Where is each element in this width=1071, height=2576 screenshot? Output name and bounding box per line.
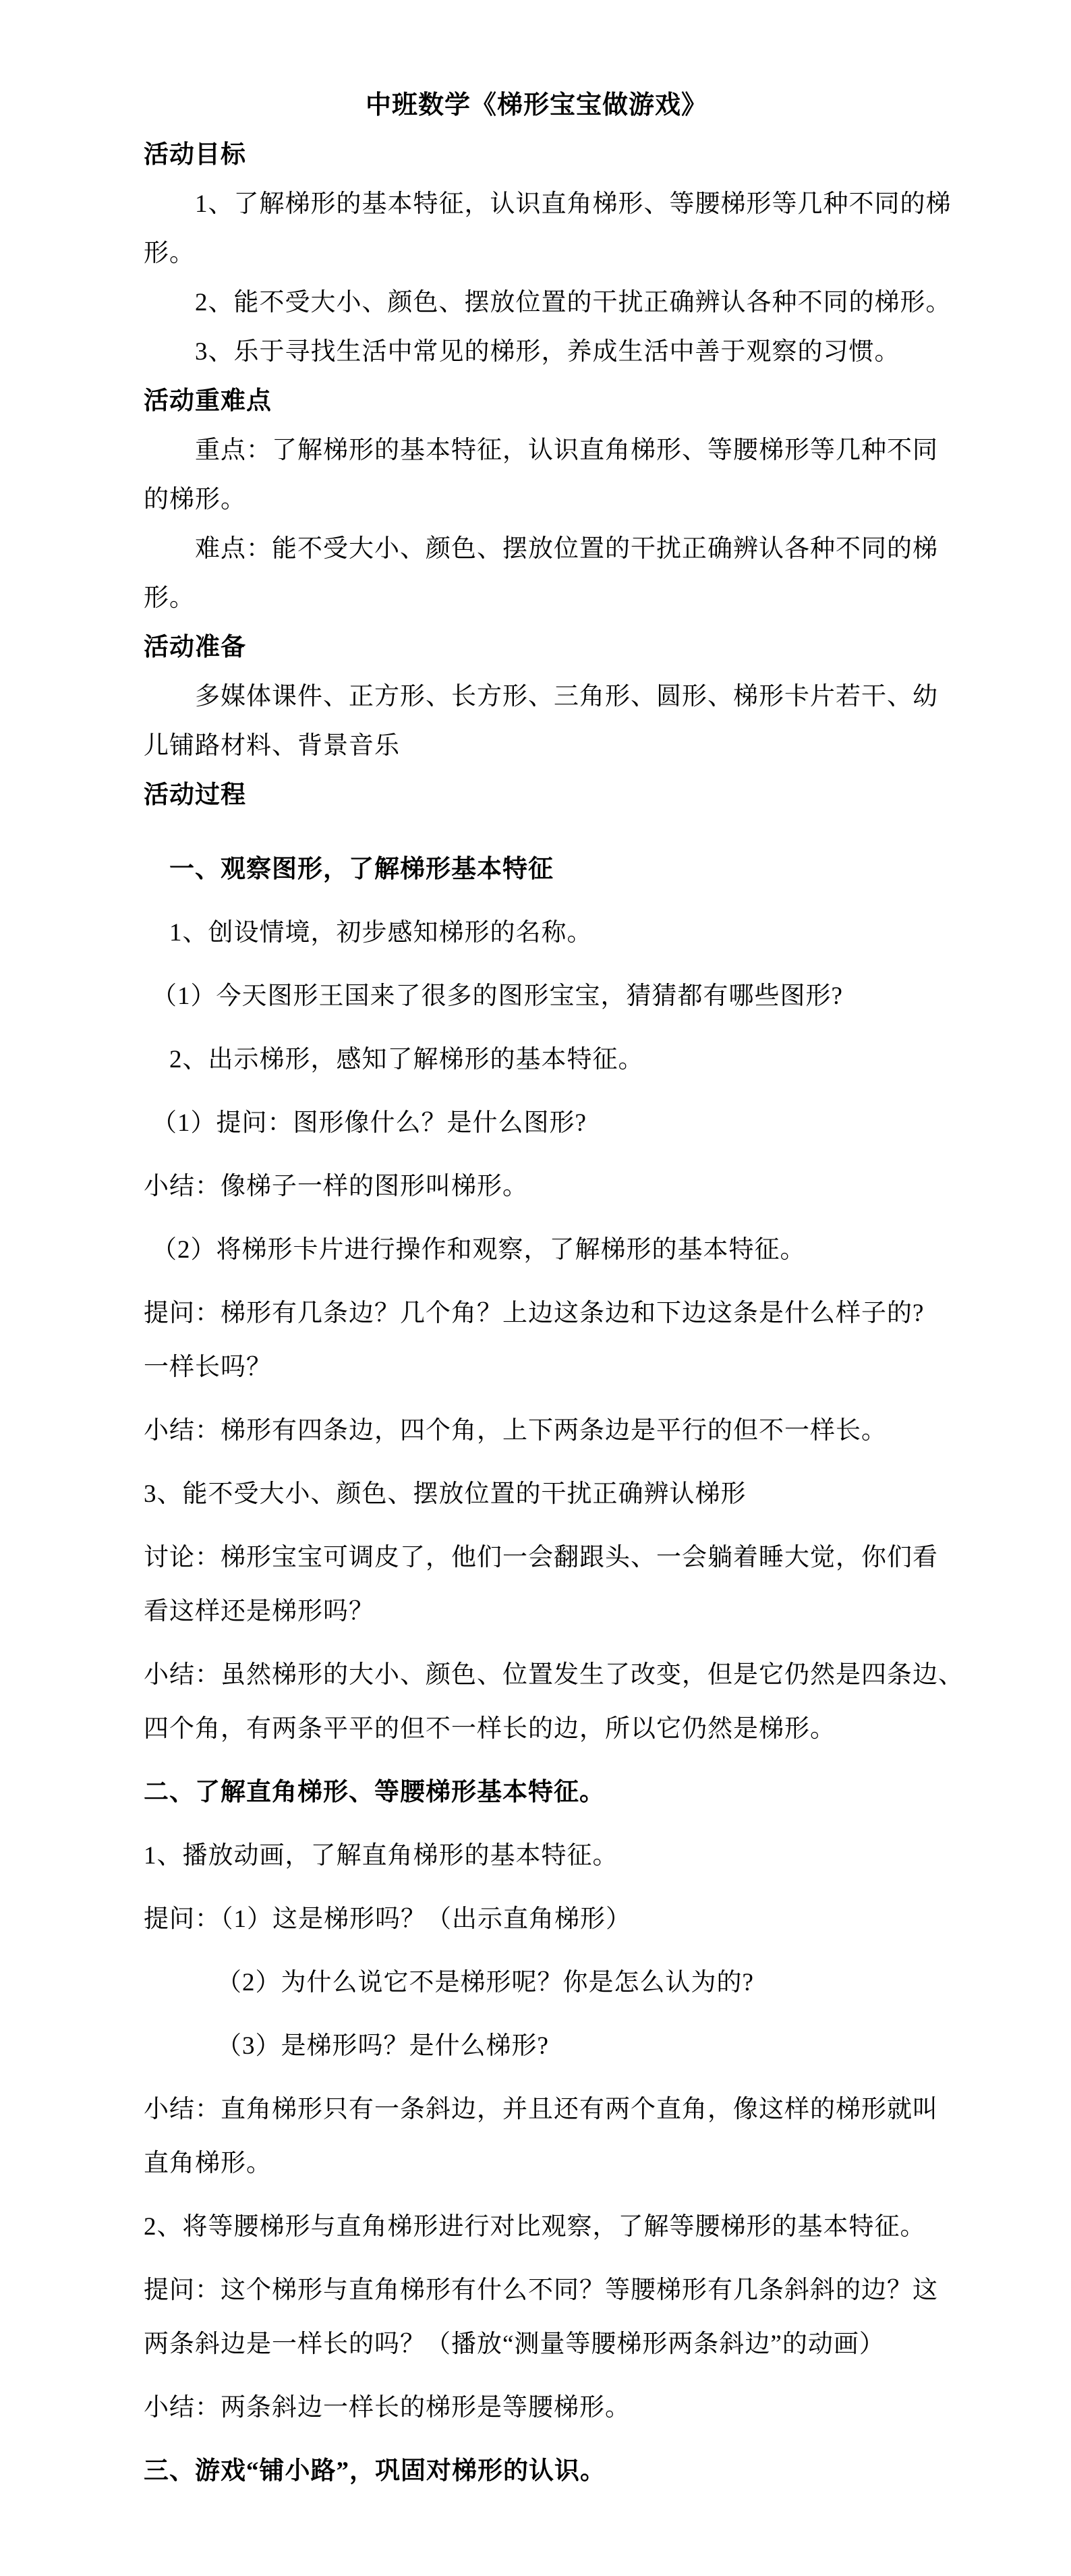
paragraph: 3、能不受大小、颜色、摆放位置的干扰正确辨认梯形	[144, 1480, 747, 1508]
section-heading: 活动过程	[144, 781, 246, 809]
paragraph: 小结：梯形有四条边，四个角，上下两条边是平行的但不一样长。	[144, 1417, 887, 1445]
paragraph: 多媒体课件、正方形、长方形、三角形、圆形、梯形卡片若干、幼 儿铺路材料、背景音乐	[144, 683, 938, 760]
section-heading: 活动重难点	[144, 387, 272, 415]
paragraph: 小结：两条斜边一样长的梯形是等腰梯形。	[144, 2394, 631, 2421]
paragraph: 提问：（1）这是梯形吗？（出示直角梯形）	[144, 1905, 631, 1933]
document-body	[144, 130, 964, 2498]
paragraph: （1）提问：图形像什么？是什么图形?	[152, 1109, 587, 1137]
paragraph: （1）今天图形王国来了很多的图形宝宝，猜猜都有哪些图形?	[152, 982, 843, 1010]
paragraph: 小结：虽然梯形的大小、颜色、位置发生了改变，但是它仍然是四条边、 四个角，有两条平平的但不一样长的边，所以它仍然是梯形。	[144, 1661, 964, 1743]
paragraph: 讨论：梯形宝宝可调皮了，他们一会翻跟头、一会躺着睡大觉，你们看 看这样还是梯形吗？	[144, 1544, 938, 1625]
document-title: 中班数学《梯形宝宝做游戏》	[365, 91, 707, 119]
section-heading: 二、了解直角梯形、等腰梯形基本特征。	[144, 1779, 605, 1806]
paragraph: 小结：直角梯形只有一条斜边，并且还有两个直角，像这样的梯形就叫 直角梯形。	[144, 2096, 938, 2177]
section-heading: 三、游戏“铺小路”，巩固对梯形的认识。	[144, 2457, 606, 2485]
section-heading: 活动准备	[144, 634, 246, 661]
section-heading: 一、观察图形，了解梯形基本特征	[169, 856, 554, 883]
paragraph: 2、能不受大小、颜色、摆放位置的干扰正确辨认各种不同的梯形。	[195, 289, 952, 316]
paragraph: （2）为什么说它不是梯形呢？你是怎么认为的?	[216, 1969, 754, 1996]
paragraph: 2、将等腰梯形与直角梯形进行对比观察，了解等腰梯形的基本特征。	[144, 2213, 926, 2241]
paragraph: 2、出示梯形，感知了解梯形的基本特征。	[169, 1046, 644, 1073]
paragraph: （2）将梯形卡片进行操作和观察，了解梯形的基本特征。	[152, 1236, 806, 1264]
paragraph: （3）是梯形吗？是什么梯形?	[216, 2032, 549, 2060]
paragraph: 3、乐于寻找生活中常见的梯形，养成生活中善于观察的习惯。	[195, 338, 900, 366]
paragraph: 提问：梯形有几条边？几个角？上边这条边和下边这条是什么样子的? 一样长吗？	[144, 1299, 925, 1381]
paragraph: 重点：了解梯形的基本特征，认识直角梯形、等腰梯形等几种不同 的梯形。	[144, 437, 938, 513]
section-heading: 活动目标	[144, 141, 246, 169]
paragraph: 提问：这个梯形与直角梯形有什么不同？等腰梯形有几条斜斜的边？这 两条斜边是一样长的吗？（播放“测量等腰梯形两条斜边”的动画）	[144, 2276, 938, 2358]
paragraph: 小结：像梯子一样的图形叫梯形。	[144, 1173, 528, 1200]
paragraph: 1、了解梯形的基本特征，认识直角梯形、等腰梯形等几种不同的梯 形。	[144, 190, 952, 267]
paragraph: 难点：能不受大小、颜色、摆放位置的干扰正确辨认各种不同的梯 形。	[144, 535, 938, 612]
paragraph: 1、创设情境，初步感知梯形的名称。	[169, 919, 593, 947]
paragraph: 1、播放动画，了解直角梯形的基本特征。	[144, 1842, 618, 1870]
